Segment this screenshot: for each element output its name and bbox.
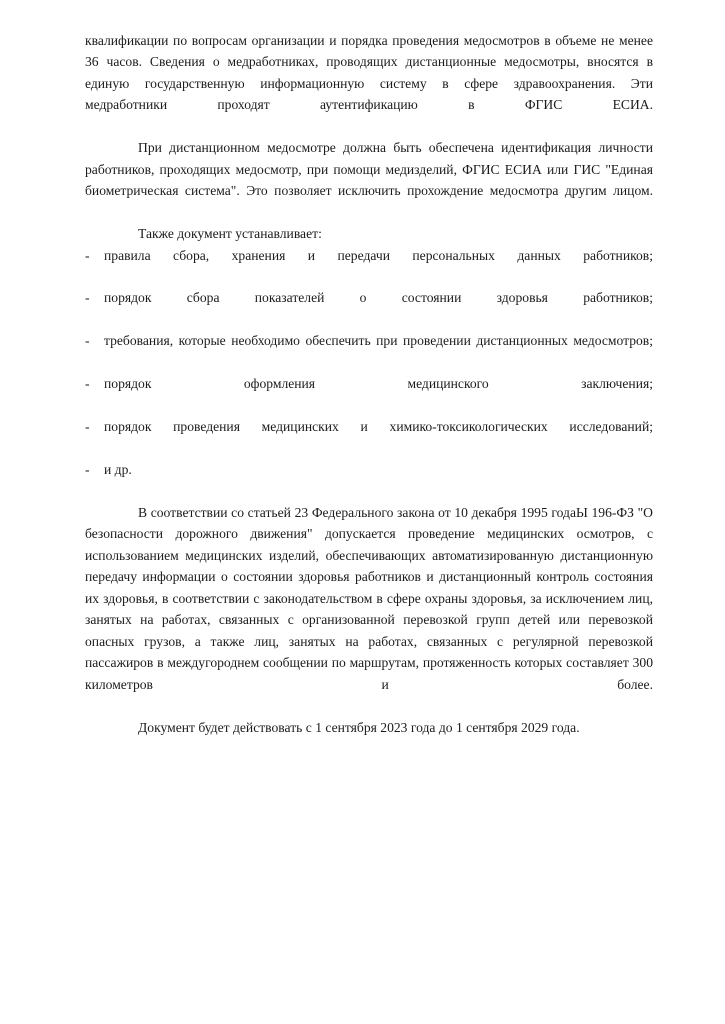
list-item [85, 287, 653, 330]
list-item-text: правила сбора, хранения и передачи персональных данных работников; [104, 247, 653, 263]
document-text-block [85, 30, 653, 738]
list-item-text: и др. [104, 462, 132, 478]
dash-marker-icon: - [85, 333, 90, 349]
list-item-text: порядок проведения медицинских и химико-токсикологических исследований; [104, 419, 653, 435]
paragraph-federal-law-196-fz: В соответствии со статьей 23 Федерального закона от 10 декабря 1995 годаЫ 196-ФЗ "О безопасности дорожного движения" допускается проведение медицинских осмотров, с использованием медицинских изделий, обеспечивающих автоматизированную дистанционную передачу информации о состоянии здоровья работников и дистанционный контроль состояния их здоровья, в соответствии с законодательством в сфере охраны здоровья, за исключением лиц, занятых на работах, связанных с организованной перевозкой групп детей или перевозкой опасных грузов, а также лиц, занятых на работах, связанных с регулярной перевозкой пассажиров в междугороднем сообщении по маршрутам, протяженность которых составляет 300 километров и более. [85, 504, 653, 692]
list-item [85, 459, 653, 502]
list-intro-line: Также документ устанавливает: [138, 226, 322, 242]
list-item-text: требования, которые необходимо обеспечить при проведении дистанционных медосмотров; [104, 333, 653, 349]
dash-marker-icon: - [85, 462, 90, 478]
list-item-text: порядок оформления медицинского заключения; [104, 376, 653, 392]
paragraph-remote-exam-identification: При дистанционном медосмотре должна быть обеспечена идентификация личности работников, проходящих медосмотр, при помощи медизделий, ФГИС ЕСИА или ГИС "Единая биометрическая система". Это позволяет исключить прохождение медосмотра другим лицом. [85, 140, 653, 199]
dash-marker-icon: - [85, 376, 90, 392]
requirements-list [85, 245, 653, 502]
list-item [85, 245, 653, 288]
list-item [85, 373, 653, 416]
dash-marker-icon: - [85, 247, 90, 263]
list-item-text: порядок сбора показателей о состоянии здоровья работников; [104, 290, 653, 306]
dash-marker-icon: - [85, 419, 90, 435]
list-item [85, 330, 653, 373]
paragraph-qualification-continued: квалификации по вопросам организации и порядка проведения медосмотров в объеме не менее 36 часов. Сведения о медработниках, проводящих дистанционные медосмотры, вносятся в единую государственную информационную систему в сфере здравоохранения. Эти медработники проходят аутентификацию в ФГИС ЕСИА. [85, 33, 653, 113]
paragraph-document-validity: Документ будет действовать с 1 сентября 2023 года до 1 сентября 2029 года. [138, 719, 580, 735]
list-item [85, 416, 653, 459]
dash-marker-icon: - [85, 290, 90, 306]
